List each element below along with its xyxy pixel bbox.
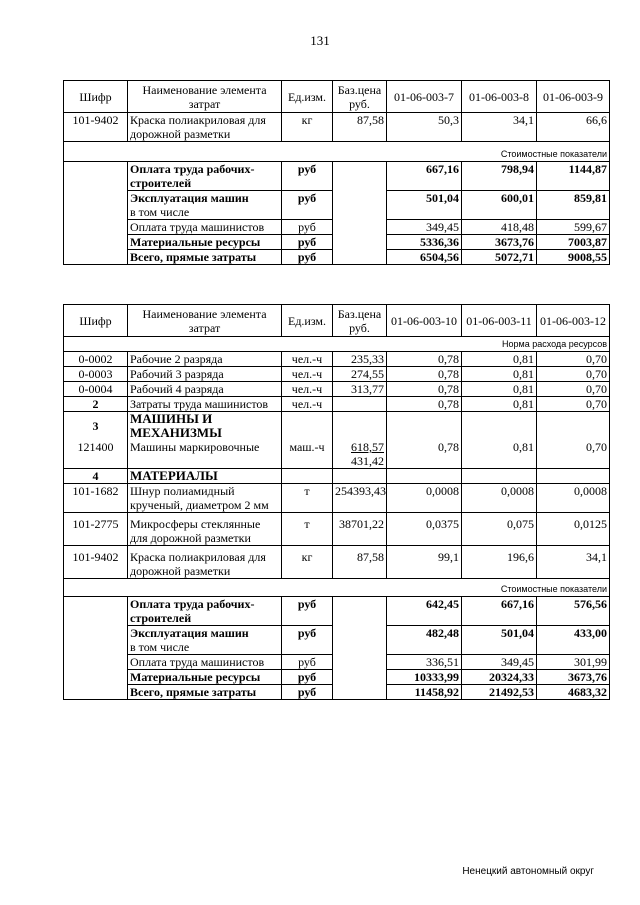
cost-row bbox=[64, 655, 610, 670]
cost-v3: 3673,76 bbox=[537, 670, 610, 685]
header-col3: 01-06-003-9 bbox=[537, 81, 610, 113]
row-code: 121400 bbox=[64, 440, 128, 469]
row-unit: т bbox=[282, 484, 333, 513]
group-row bbox=[64, 412, 610, 441]
row-v2: 0,075 bbox=[462, 513, 537, 546]
row-name: Краска полиакриловая для дорожной разметки bbox=[128, 546, 282, 579]
row-name: Краска полиакриловая для дорожной разметки bbox=[128, 113, 282, 142]
table-row bbox=[64, 113, 610, 142]
row-code: 2 bbox=[64, 397, 128, 412]
row-code: 101-9402 bbox=[64, 546, 128, 579]
row-name: Машины маркировочные bbox=[128, 440, 282, 469]
row-v3: 0,70 bbox=[537, 440, 610, 469]
cost-row bbox=[64, 626, 610, 641]
row-name: Шнур полиамидный крученый, диаметром 2 мм bbox=[128, 484, 282, 513]
header-price: Баз.цена руб. bbox=[333, 305, 387, 337]
cost-v3: 433,00 bbox=[537, 626, 610, 641]
cost-v2: 3673,76 bbox=[462, 235, 537, 250]
cost-name: Материальные ресурсы bbox=[128, 235, 282, 250]
row-code: 0-0002 bbox=[64, 352, 128, 367]
row-code: 0-0003 bbox=[64, 367, 128, 382]
row-price: 254393,43 bbox=[333, 484, 387, 513]
cost-v3: 599,67 bbox=[537, 220, 610, 235]
cost-unit: руб bbox=[282, 235, 333, 250]
table-row bbox=[64, 513, 610, 546]
cost-unit: руб bbox=[282, 250, 333, 265]
cost-v3: 9008,55 bbox=[537, 250, 610, 265]
row-v3: 0,70 bbox=[537, 367, 610, 382]
cost-v2: 600,01 bbox=[462, 191, 537, 206]
cost-name: Всего, прямые затраты bbox=[128, 250, 282, 265]
footer-region-name: Ненецкий автономный округ bbox=[462, 866, 594, 877]
cost-row bbox=[64, 685, 610, 700]
table-header-row bbox=[64, 305, 610, 337]
row-name: Микросферы стеклянные для дорожной разметки bbox=[128, 513, 282, 546]
cost-row bbox=[64, 235, 610, 250]
row-v2: 0,81 bbox=[462, 367, 537, 382]
table-row bbox=[64, 382, 610, 397]
cost-v1: 642,45 bbox=[387, 597, 462, 626]
row-v1: 50,3 bbox=[387, 113, 462, 142]
cost-v1: 6504,56 bbox=[387, 250, 462, 265]
row-v1: 0,78 bbox=[387, 440, 462, 469]
table-row bbox=[64, 484, 610, 513]
cost-name: Оплата труда рабочих-строителей bbox=[128, 597, 282, 626]
cost-unit: руб bbox=[282, 670, 333, 685]
row-v3: 66,6 bbox=[537, 113, 610, 142]
section-row bbox=[64, 142, 610, 162]
cost-unit: руб bbox=[282, 597, 333, 626]
row-v1: 0,78 bbox=[387, 397, 462, 412]
table-row bbox=[64, 367, 610, 382]
cost-name: Эксплуатация машин bbox=[128, 626, 282, 641]
cost-unit: руб bbox=[282, 191, 333, 206]
header-unit: Ед.изм. bbox=[282, 305, 333, 337]
cost-v2: 20324,33 bbox=[462, 670, 537, 685]
row-price: 87,58 bbox=[333, 113, 387, 142]
cost-v1: 10333,99 bbox=[387, 670, 462, 685]
cost-row bbox=[64, 250, 610, 265]
section-row bbox=[64, 579, 610, 597]
header-unit: Ед.изм. bbox=[282, 81, 333, 113]
section-row bbox=[64, 337, 610, 352]
header-name: Наименование элемента затрат bbox=[128, 305, 282, 337]
cost-v2: 667,16 bbox=[462, 597, 537, 626]
price-current: 618,57 bbox=[351, 440, 384, 454]
section-label: Стоимостные показатели bbox=[64, 142, 610, 162]
group-name: МАШИНЫ И МЕХАНИЗМЫ bbox=[128, 412, 282, 441]
row-unit: т bbox=[282, 513, 333, 546]
row-price: 313,77 bbox=[333, 382, 387, 397]
row-v2: 196,6 bbox=[462, 546, 537, 579]
row-v1: 0,78 bbox=[387, 352, 462, 367]
row-v3: 0,0125 bbox=[537, 513, 610, 546]
row-v1: 0,78 bbox=[387, 382, 462, 397]
row-code: 101-1682 bbox=[64, 484, 128, 513]
row-v2: 0,81 bbox=[462, 352, 537, 367]
resource-table-1 bbox=[63, 80, 610, 265]
norm-label: Норма расхода ресурсов bbox=[64, 337, 610, 352]
row-price: 38701,22 bbox=[333, 513, 387, 546]
section-label: Стоимостные показатели bbox=[64, 579, 610, 597]
cost-v2: 418,48 bbox=[462, 220, 537, 235]
row-unit: маш.-ч bbox=[282, 440, 333, 469]
cost-v1: 667,16 bbox=[387, 162, 462, 191]
row-v3: 0,70 bbox=[537, 382, 610, 397]
row-v2: 0,0008 bbox=[462, 484, 537, 513]
header-col1: 01-06-003-7 bbox=[387, 81, 462, 113]
row-v1: 0,0375 bbox=[387, 513, 462, 546]
row-price: 274,55 bbox=[333, 367, 387, 382]
table-row bbox=[64, 440, 610, 469]
cost-v2: 501,04 bbox=[462, 626, 537, 641]
header-code: Шифр bbox=[64, 305, 128, 337]
row-v1: 0,0008 bbox=[387, 484, 462, 513]
cost-v3: 7003,87 bbox=[537, 235, 610, 250]
cost-row bbox=[64, 191, 610, 206]
cost-row bbox=[64, 597, 610, 626]
row-price: 235,33 bbox=[333, 352, 387, 367]
header-code: Шифр bbox=[64, 81, 128, 113]
header-name: Наименование элемента затрат bbox=[128, 81, 282, 113]
cost-row bbox=[64, 205, 610, 220]
header-col1: 01-06-003-10 bbox=[387, 305, 462, 337]
row-v1: 99,1 bbox=[387, 546, 462, 579]
cost-v2: 798,94 bbox=[462, 162, 537, 191]
cost-v1: 11458,92 bbox=[387, 685, 462, 700]
cost-name: в том числе bbox=[128, 205, 282, 220]
cost-v1: 349,45 bbox=[387, 220, 462, 235]
cost-v1: 482,48 bbox=[387, 626, 462, 641]
header-price: Баз.цена руб. bbox=[333, 81, 387, 113]
cost-v3: 4683,32 bbox=[537, 685, 610, 700]
cost-v1: 501,04 bbox=[387, 191, 462, 206]
table-row bbox=[64, 397, 610, 412]
cost-v2: 349,45 bbox=[462, 655, 537, 670]
row-v3: 0,70 bbox=[537, 352, 610, 367]
row-price: 87,58 bbox=[333, 546, 387, 579]
cost-name: Оплата труда машинистов bbox=[128, 220, 282, 235]
row-name: Рабочий 3 разряда bbox=[128, 367, 282, 382]
cost-v1: 5336,36 bbox=[387, 235, 462, 250]
row-unit: кг bbox=[282, 113, 333, 142]
cost-name: Оплата труда машинистов bbox=[128, 655, 282, 670]
cost-name: Материальные ресурсы bbox=[128, 670, 282, 685]
row-unit: чел.-ч bbox=[282, 382, 333, 397]
row-unit: кг bbox=[282, 546, 333, 579]
row-code: 101-2775 bbox=[64, 513, 128, 546]
row-v3: 0,0008 bbox=[537, 484, 610, 513]
row-code: 101-9402 bbox=[64, 113, 128, 142]
header-col2: 01-06-003-11 bbox=[462, 305, 537, 337]
row-v3: 0,70 bbox=[537, 397, 610, 412]
cost-name: Оплата труда рабочих-строителей bbox=[128, 162, 282, 191]
cost-v2: 5072,71 bbox=[462, 250, 537, 265]
cost-unit: руб bbox=[282, 220, 333, 235]
row-unit: чел.-ч bbox=[282, 367, 333, 382]
row-v1: 0,78 bbox=[387, 367, 462, 382]
cost-unit: руб bbox=[282, 685, 333, 700]
cost-v1: 336,51 bbox=[387, 655, 462, 670]
row-v2: 0,81 bbox=[462, 382, 537, 397]
cost-name: Эксплуатация машин bbox=[128, 191, 282, 206]
cost-v3: 576,56 bbox=[537, 597, 610, 626]
header-col2: 01-06-003-8 bbox=[462, 81, 537, 113]
cost-unit: руб bbox=[282, 626, 333, 641]
cost-row bbox=[64, 162, 610, 191]
group-code: 4 bbox=[64, 469, 128, 484]
cost-row bbox=[64, 220, 610, 235]
cost-v3: 301,99 bbox=[537, 655, 610, 670]
cost-v3: 1144,87 bbox=[537, 162, 610, 191]
row-unit: чел.-ч bbox=[282, 352, 333, 367]
cost-row bbox=[64, 640, 610, 655]
cost-name: в том числе bbox=[128, 640, 282, 655]
row-v2: 0,81 bbox=[462, 397, 537, 412]
cost-unit: руб bbox=[282, 655, 333, 670]
cost-v3: 859,81 bbox=[537, 191, 610, 206]
row-name: Затраты труда машинистов bbox=[128, 397, 282, 412]
row-v2: 34,1 bbox=[462, 113, 537, 142]
group-row bbox=[64, 469, 610, 484]
cost-unit: руб bbox=[282, 162, 333, 191]
row-name: Рабочие 2 разряда bbox=[128, 352, 282, 367]
row-name: Рабочий 4 разряда bbox=[128, 382, 282, 397]
row-code: 0-0004 bbox=[64, 382, 128, 397]
group-code: 3 bbox=[64, 412, 128, 441]
row-v2: 0,81 bbox=[462, 440, 537, 469]
cost-row bbox=[64, 670, 610, 685]
price-base: 431,42 bbox=[351, 454, 384, 468]
table-row bbox=[64, 546, 610, 579]
cost-v2: 21492,53 bbox=[462, 685, 537, 700]
cost-name: Всего, прямые затраты bbox=[128, 685, 282, 700]
row-v3: 34,1 bbox=[537, 546, 610, 579]
row-unit: чел.-ч bbox=[282, 397, 333, 412]
resource-table-2 bbox=[63, 304, 610, 700]
row-price bbox=[333, 440, 387, 469]
table-row bbox=[64, 352, 610, 367]
header-col3: 01-06-003-12 bbox=[537, 305, 610, 337]
page-number: 131 bbox=[310, 33, 330, 48]
group-name: МАТЕРИАЛЫ bbox=[128, 469, 282, 484]
table-header-row bbox=[64, 81, 610, 113]
